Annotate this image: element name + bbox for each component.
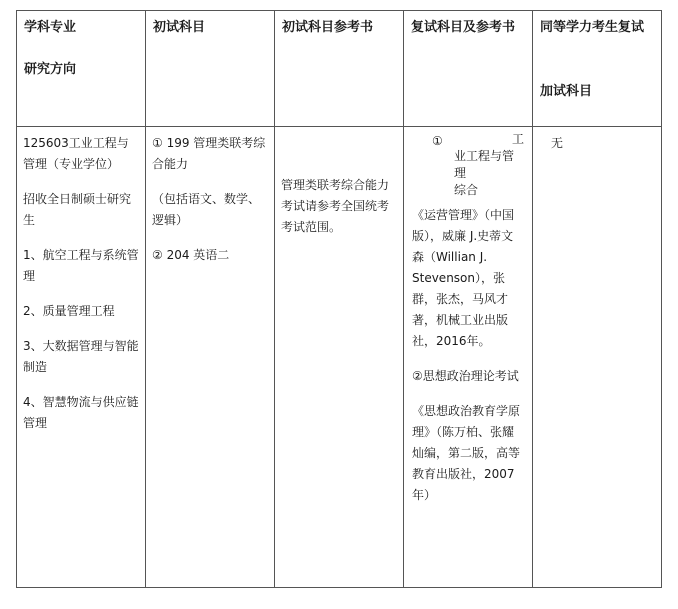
direction-item: 3、大数据管理与智能制造 — [23, 339, 139, 374]
direction-item: 1、航空工程与系统管理 — [23, 248, 139, 283]
header-initial-subjects-label: 初试科目 — [153, 20, 206, 35]
enrollment-type: 招收全日制硕士研究生 — [23, 192, 132, 227]
header-direction-label: 研究方向 — [24, 62, 77, 77]
header-initial-references-label: 初试科目参考书 — [282, 20, 374, 35]
retest-subject-heading — [412, 131, 524, 199]
direction-item: 2、质量管理工程 — [23, 304, 115, 318]
subject-item: ① 199 管理类联考综合能力 — [152, 136, 266, 171]
header-cell-initial-references — [275, 11, 404, 127]
initial-references-cell — [275, 127, 404, 588]
subject-item: ② 204 英语二 — [152, 248, 230, 262]
retest-subject-number: ① — [432, 134, 443, 148]
equivalent-cell — [533, 127, 662, 588]
retest-subject: ②思想政治理论考试 — [412, 369, 519, 383]
discipline-cell — [17, 127, 146, 588]
retest-cell — [404, 127, 533, 588]
header-cell-initial-subjects — [146, 11, 275, 127]
header-cell-equivalent — [533, 11, 662, 127]
header-cell-retest — [404, 11, 533, 127]
discipline-name: 125603工业工程与管理（专业学位） — [23, 136, 129, 171]
header-row — [17, 11, 662, 127]
retest-subject-line: 工 — [511, 132, 524, 146]
header-cell-discipline — [17, 11, 146, 127]
header-extra-subject-label: 加试科目 — [540, 84, 593, 99]
header-equivalent-label: 同等学力考生复试 — [540, 20, 645, 35]
subject-note: （包括语文、数学、逻辑） — [152, 192, 261, 227]
reference-note: 管理类联考综合能力考试请参考全国统考考试范围。 — [281, 178, 390, 234]
retest-reference: 《思想政治教育学原理》（陈万柏、张耀灿编，第二版，高等教育出版社，2007年） — [412, 404, 521, 502]
content-row — [17, 127, 662, 588]
direction-item: 4、智慧物流与供应链管理 — [23, 395, 139, 430]
header-discipline-label: 学科专业 — [24, 20, 77, 35]
retest-subject-line: 综合 — [453, 183, 478, 197]
retest-subject-line: 业工程与管理 — [453, 149, 514, 180]
admissions-table — [16, 10, 662, 588]
equivalent-value: 无 — [551, 136, 564, 150]
initial-subjects-cell — [146, 127, 275, 588]
header-retest-label: 复试科目及参考书 — [411, 20, 516, 35]
retest-reference: 《运营管理》（中国版），威廉 J.史蒂文森（Willian J. Stevenson），张群，张杰，马风才著，机械工业出版社，2016年。 — [412, 208, 515, 348]
